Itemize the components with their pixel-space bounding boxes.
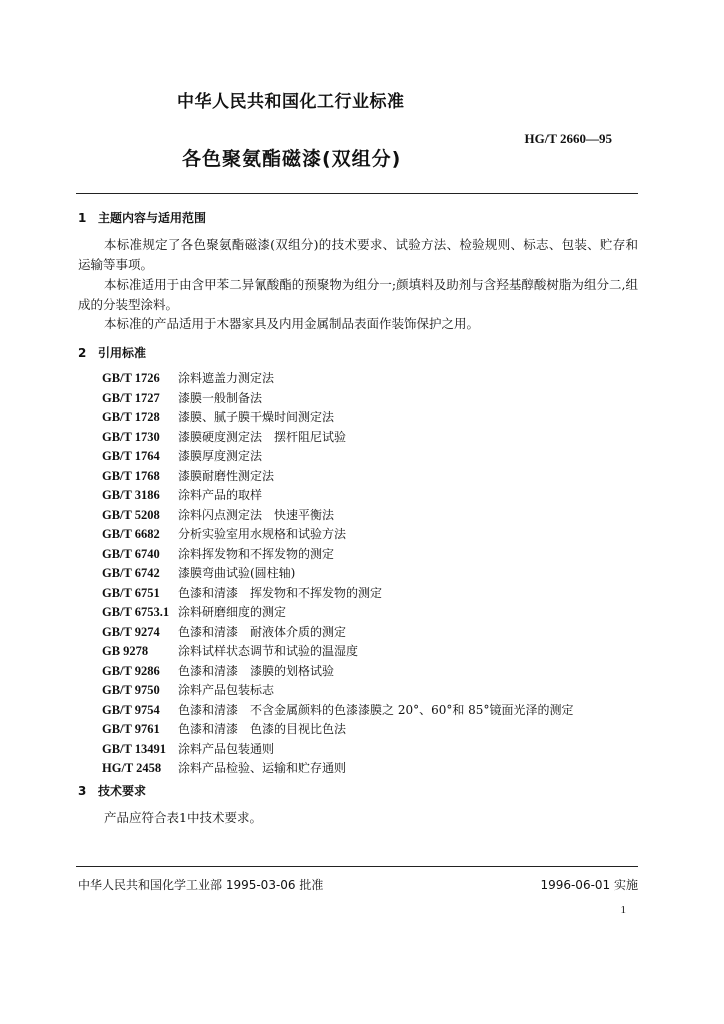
- reference-item: [102, 584, 573, 604]
- reference-code: GB/T 6742: [102, 566, 160, 580]
- reference-item: [102, 681, 573, 701]
- header-divider: [76, 193, 638, 194]
- reference-name: 漆膜硬度测定法 摆杆阻尼试验: [178, 429, 347, 444]
- reference-name: 涂料产品的取样: [178, 488, 263, 502]
- reference-code: GB/T 9286: [102, 663, 160, 678]
- reference-name: 涂料产品包装标志: [178, 683, 275, 697]
- reference-code: GB/T 3186: [102, 488, 160, 502]
- reference-name: 涂料产品包装通则: [178, 741, 275, 756]
- section-number: 2: [78, 346, 87, 360]
- reference-name: 漆膜、腻子膜干燥时间测定法: [178, 410, 335, 424]
- reference-code: HG/T 2458: [102, 761, 162, 775]
- reference-item: [102, 486, 573, 506]
- reference-name: 色漆和清漆 不含金属颜料的色漆漆膜之 20°、60°和 85°镜面光泽的测定: [178, 702, 574, 717]
- reference-code: GB/T 1727: [102, 390, 160, 405]
- paragraph: 本标准的产品适用于木器家具及内用金属制品表面作装饰保护之用。: [104, 316, 480, 331]
- reference-code: GB/T 9750: [102, 683, 160, 697]
- section-heading-3: [78, 782, 146, 799]
- approval-note: 中华人民共和国化学工业部 1995-03-06 批准: [78, 878, 324, 892]
- reference-item: [102, 740, 573, 760]
- reference-item: [102, 506, 573, 526]
- reference-name: 涂料挥发物和不挥发物的测定: [178, 546, 335, 561]
- section-heading-2: [78, 344, 146, 361]
- reference-item: [102, 545, 573, 565]
- reference-name: 涂料遮盖力测定法: [178, 371, 275, 385]
- reference-item: [102, 759, 573, 779]
- reference-item: [102, 408, 573, 428]
- reference-name: 涂料试样状态调节和试验的温湿度: [178, 644, 359, 658]
- reference-name: 涂料研磨细度的测定: [178, 605, 287, 619]
- reference-item: [102, 603, 573, 623]
- section-number: 1: [78, 211, 87, 225]
- section-number: 3: [78, 784, 87, 798]
- reference-name: 涂料闪点测定法 快速平衡法: [178, 507, 335, 522]
- reference-name: 漆膜弯曲试验(圆柱轴): [178, 566, 296, 580]
- document-title: 各色聚氨酯磁漆(双组分): [182, 148, 402, 170]
- reference-code: GB/T 1728: [102, 410, 160, 424]
- implementation-date: 1996-06-01 实施: [540, 878, 638, 892]
- reference-code: GB/T 5208: [102, 507, 160, 522]
- reference-code: GB/T 6753.1: [102, 605, 170, 619]
- paragraph: 产品应符合表1中技术要求。: [104, 810, 262, 825]
- reference-code: GB/T 1726: [102, 371, 160, 385]
- reference-item: [102, 720, 573, 740]
- reference-name: 色漆和清漆 耐液体介质的测定: [178, 624, 347, 639]
- reference-item: [102, 701, 573, 721]
- reference-code: GB/T 1764: [102, 449, 160, 463]
- reference-item: [102, 389, 573, 409]
- reference-name: 色漆和清漆 色漆的目视比色法: [178, 722, 347, 736]
- page-number: 1: [620, 904, 626, 916]
- reference-name: 分析实验室用水规格和试验方法: [178, 527, 347, 541]
- reference-item: [102, 525, 573, 545]
- reference-code: GB/T 1730: [102, 429, 160, 444]
- reference-name: 漆膜耐磨性测定法: [178, 468, 275, 483]
- paragraph: 本标准适用于由含甲苯二异氰酸酯的预聚物为组分一;颜填料及助剂与含羟基醇酸树脂为组分二,组成的分装型涂料。: [78, 277, 638, 312]
- reference-item: [102, 564, 573, 584]
- reference-code: GB/T 1768: [102, 468, 160, 483]
- reference-item: [102, 428, 573, 448]
- reference-name: 漆膜厚度测定法: [178, 449, 263, 463]
- paragraph: 本标准规定了各色聚氨酯磁漆(双组分)的技术要求、试验方法、检验规则、标志、包装、贮存和运输等事项。: [78, 237, 638, 272]
- reference-item: [102, 369, 573, 389]
- reference-list: [102, 369, 573, 779]
- reference-code: GB/T 13491: [102, 741, 167, 756]
- reference-name: 漆膜一般制备法: [178, 390, 263, 405]
- reference-code: GB/T 6751: [102, 585, 160, 600]
- reference-code: GB/T 6682: [102, 527, 160, 541]
- standard-type-heading: 中华人民共和国化工行业标准: [177, 92, 405, 112]
- reference-code: GB/T 9274: [102, 624, 160, 639]
- reference-code: GB/T 9761: [102, 722, 160, 736]
- section-title: 引用标准: [98, 346, 147, 360]
- section-title: 技术要求: [98, 784, 147, 798]
- reference-item: [102, 642, 573, 662]
- reference-name: 涂料产品检验、运输和贮存通则: [178, 761, 347, 775]
- reference-code: GB/T 6740: [102, 546, 160, 561]
- footer-divider: [76, 866, 638, 867]
- standard-code: HG/T 2660—95: [524, 131, 612, 146]
- reference-code: GB 9278: [102, 644, 149, 658]
- reference-code: GB/T 9754: [102, 702, 160, 717]
- section-heading-1: [78, 209, 206, 226]
- section-title: 主题内容与适用范围: [98, 211, 207, 225]
- reference-name: 色漆和清漆 漆膜的划格试验: [178, 663, 335, 678]
- reference-item: [102, 623, 573, 643]
- reference-item: [102, 662, 573, 682]
- reference-name: 色漆和清漆 挥发物和不挥发物的测定: [178, 585, 383, 600]
- reference-item: [102, 467, 573, 487]
- reference-item: [102, 447, 573, 467]
